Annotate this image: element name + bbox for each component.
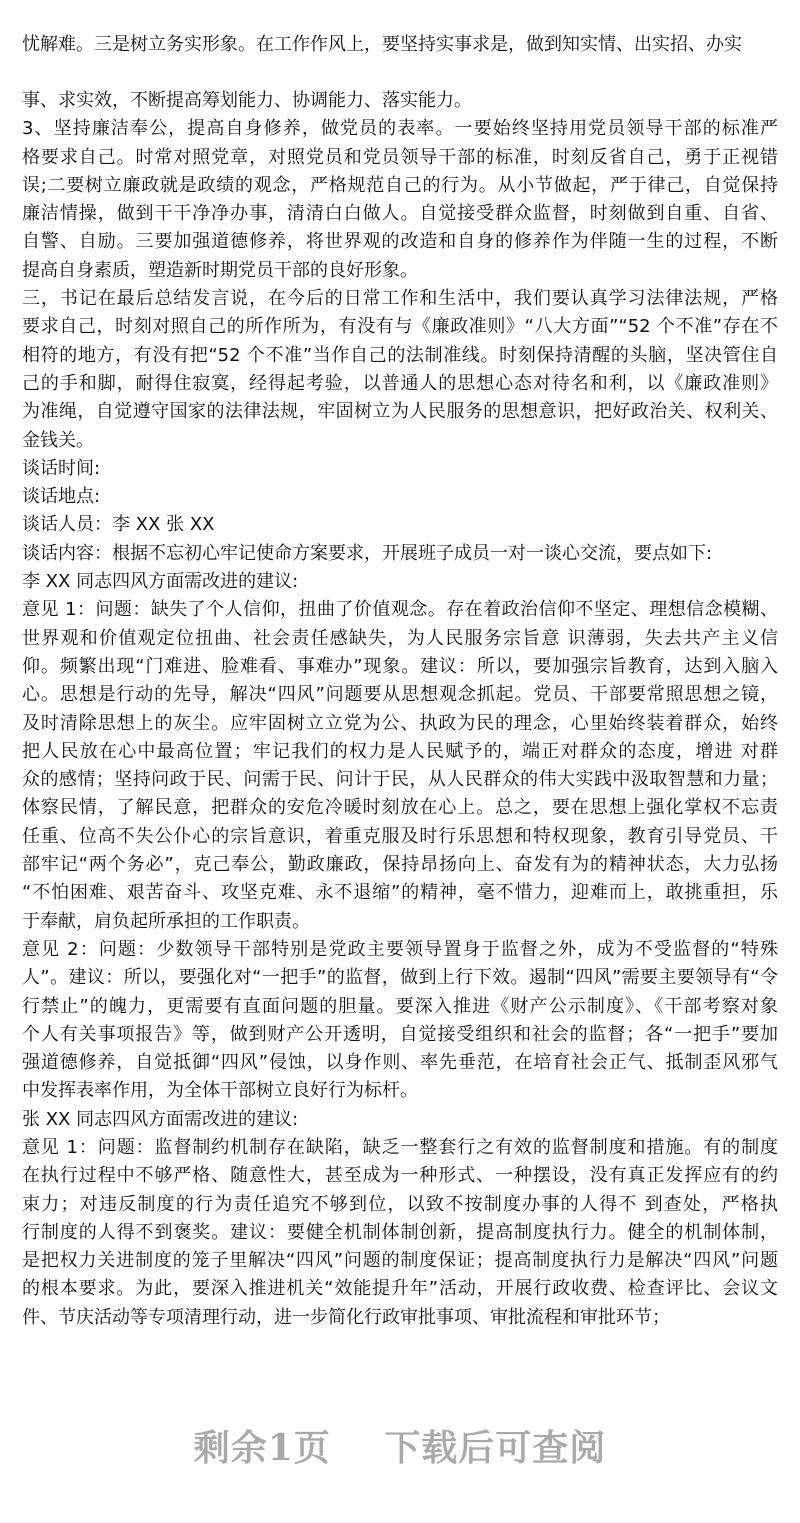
text-line: 及时清除思想上的灰尘。应牢固树立立党为公、执政为民的理念，心里始终装着群众，始终 [22, 712, 778, 734]
text-line: 自警、自励。三要加强道德修养，将世界观的改造和自身的修养作为伴随一生的过程，不断 [22, 231, 778, 253]
text-line: 提高自身素质，塑造新时期党员干部的良好形象。 [22, 259, 418, 281]
text-line: 强道德修养，自觉抵御“四风”侵蚀，以身作则、率先垂范，在培育社会正气、抵制歪风邪气 [22, 1052, 778, 1074]
text-line: 金钱关。 [22, 429, 94, 451]
text-line: 为准绳，自觉遵守国家的法律法规，牢固树立为人民服务的思想意识，把好政治关、权利关、 [22, 401, 778, 423]
remaining-pages-label: 剩余1页 [193, 1427, 331, 1469]
text-line: 事、求实效，不断提高筹划能力、协调能力、落实能力。 [22, 90, 472, 111]
text-line: 意见 1：问题：缺失了个人信仰，扭曲了价值观念。存在着政治信仰不坚定、理想信念模糊、 [22, 599, 778, 621]
text-line: 意见 2：问题：少数领导干部特别是党政主要领导置身于监督之外，成为不受监督的“特殊 [22, 938, 778, 960]
text-line: 谈话人员：李 XX 张 XX [22, 514, 215, 536]
text-line: 行禁止”的魄力，更需要有直面问题的胆量。要深入推进《财产公示制度》、《干部考察对象 [22, 995, 778, 1017]
text-line: 世界观和价值观定位扭曲、社会责任感缺失，为人民服务宗旨意 识薄弱，失去共产主义信 [22, 627, 778, 649]
text-line: 心。思想是行动的先导，解决“四风”问题要从思想观念抓起。党员、干部要常照思想之镜， [22, 684, 778, 706]
text-line: 3、坚持廉洁奉公，提高自身修养，做党员的表率。一要始终坚持用党员领导干部的标准严 [22, 118, 778, 140]
text-line: 于奉献，肩负起所承担的工作职责。 [22, 910, 310, 932]
text-line: 张 XX 同志四风方面需改进的建议: [22, 1108, 299, 1130]
text-line: 是把权力关进制度的笼子里解决“四风”问题的制度保证；提高制度执行力是解决“四风”问题 [22, 1250, 778, 1272]
text-line: 意见 1：问题：监督制约机制存在缺陷，缺乏一整套行之有效的监督制度和措施。有的制度 [22, 1136, 778, 1158]
text-line: 众的感情；坚持问政于民、问需于民、问计于民，从人民群众的伟大实践中汲取智慧和力量； [22, 769, 778, 791]
text-line: 李 XX 同志四风方面需改进的建议: [22, 571, 299, 593]
text-line: 部牢记“两个务必”，克己奉公，勤政廉政，保持昂扬向上、奋发有为的精神状态，大力弘扬 [22, 854, 778, 876]
text-line: 在执行过程中不够严格、随意性大，甚至成为一种形式、一种摆设，没有真正发挥应有的约 [22, 1165, 778, 1187]
download-to-view-label: 下载后可查阅 [384, 1427, 607, 1469]
text-line: 体察民情，了解民意，把群众的安危冷暖时刻放在心上。总之，要在思想上强化掌权不忘责 [22, 797, 778, 819]
cut-off-previous-line [22, 0, 778, 4]
download-prompt[interactable] [0, 1420, 800, 1471]
text-line: 行制度的人得不到褒奖。建议：要健全机制体制创新，提高制度执行力。健全的机制体制， [22, 1221, 778, 1243]
text-line: 个人有关事项报告》等，做到财产公开透明，自觉接受组织和社会的监督；各“一把手”要加 [22, 1023, 778, 1045]
text-line: 相符的地方，有没有把“52 个不准”当作自己的法制准线。时刻保持清醒的头脑，坚决管住自 [22, 344, 778, 366]
text-line: 件、节庆活动等专项清理行动，进一步简化行政审批事项、审批流程和审批环节； [22, 1306, 670, 1328]
document-body [22, 87, 778, 1332]
text-line: 要求自己，时刻对照自己的所作所为，有没有与《廉政准则》“八大方面”“52 个不准”存在不 [22, 316, 778, 338]
text-line: 格要求自己。时常对照党章，对照党员和党员领导干部的标准，时刻反省自己，勇于正视错 [22, 146, 778, 168]
text-line: 谈话地点: [22, 486, 101, 508]
text-line: 谈话时间: [22, 457, 101, 479]
text-line: 把人民放在心中最高位置；牢记我们的权力是人民赋予的，端正对群众的态度，增进 对群 [22, 740, 778, 762]
text-line: 仰。频繁出现“门难进、脸难看、事难办”现象。建议：所以，要加强宗旨教育，达到入脑入 [22, 655, 778, 677]
text-line: 己的手和脚，耐得住寂寞，经得起考验，以普通人的思想心态对待名和利，以《廉政准则》 [22, 372, 778, 394]
text-line: 三，书记在最后总结发言说，在今后的日常工作和生活中，我们要认真学习法律法规，严格 [22, 288, 778, 310]
text-line: 束力；对违反制度的行为责任追究不够到位，以致不按制度办事的人得不 到查处，严格执 [22, 1193, 778, 1215]
text-line: 误;二要树立廉政就是政绩的观念，严格规范自己的行为。从小节做起，严于律己，自觉保持 [22, 174, 778, 196]
text-line: 忧解难。三是树立务实形象。在工作作风上，要坚持实事求是，做到知实情、出实招、办实 [22, 34, 742, 55]
text-line: 廉洁情操，做到干干净净办事，清清白白做人。自觉接受群众监督，时刻做到自重、自省、 [22, 203, 778, 225]
text-line: 的根本要求。为此，要深入推进机关“效能提升年”活动，开展行政收费、检查评比、会议文 [22, 1278, 778, 1300]
text-line: “不怕困难、艰苦奋斗、攻坚克难、永不退缩”的精神，毫不惜力，迎难而上，敢挑重担，乐 [22, 882, 778, 904]
text-line: 任重、位高不失公仆心的宗旨意识，着重克服及时行乐思想和特权现象，教育引导党员、干 [22, 825, 778, 847]
text-line: 谈话内容：根据不忘初心牢记使命方案要求，开展班子成员一对一谈心交流，要点如下: [22, 542, 713, 564]
text-line: 中发挥表率作用，为全体干部树立良好行为标杆。 [22, 1080, 418, 1102]
document-top-block [22, 31, 778, 59]
text-line: 人”。建议：所以，要强化对“一把手”的监督，做到上行下效。遏制“四风”需要主要领导有“令 [22, 967, 778, 989]
